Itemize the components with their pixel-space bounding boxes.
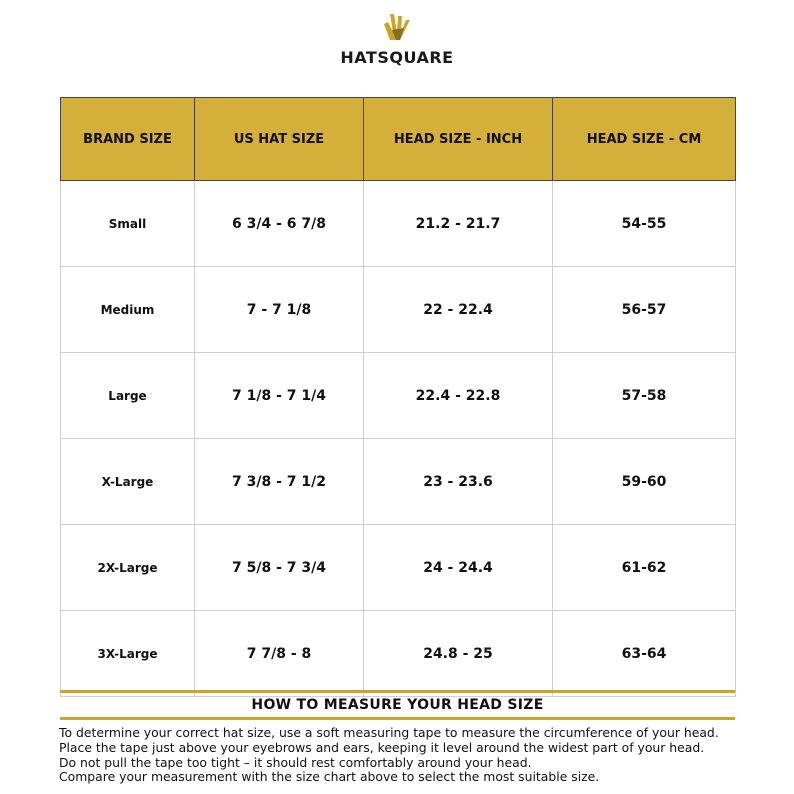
table-row	[61, 439, 736, 525]
table-row	[61, 611, 736, 697]
divider-bottom	[60, 717, 735, 720]
header-head-size-inch: HEAD SIZE - INCH	[364, 98, 553, 181]
header-brand-size: BRAND SIZE	[61, 98, 195, 181]
header-head-size-cm: HEAD SIZE - CM	[553, 98, 736, 181]
hand-logo-icon	[380, 10, 414, 44]
cell-brand-size: Large	[61, 353, 195, 439]
cell-us-hat-size: 7 1/8 - 7 1/4	[195, 353, 364, 439]
table-header-row	[61, 98, 736, 181]
cell-head-size-inch: 24 - 24.4	[364, 525, 553, 611]
cell-head-size-cm: 59-60	[553, 439, 736, 525]
cell-head-size-inch: 22.4 - 22.8	[364, 353, 553, 439]
cell-head-size-cm: 63-64	[553, 611, 736, 697]
cell-head-size-cm: 56-57	[553, 267, 736, 353]
cell-head-size-cm: 54-55	[553, 181, 736, 267]
header-us-hat-size: US HAT SIZE	[195, 98, 364, 181]
measure-section-title: HOW TO MEASURE YOUR HEAD SIZE	[251, 697, 544, 713]
cell-brand-size: X-Large	[61, 439, 195, 525]
cell-us-hat-size: 7 5/8 - 7 3/4	[195, 525, 364, 611]
table-row	[61, 267, 736, 353]
divider-top	[60, 690, 735, 693]
instruction-line: Do not pull the tape too tight – it should rest comfortably around your head.	[59, 754, 532, 770]
cell-head-size-cm: 61-62	[553, 525, 736, 611]
cell-brand-size: 3X-Large	[61, 611, 195, 697]
size-chart-table	[60, 97, 736, 697]
measure-instructions	[59, 726, 779, 785]
brand-name: HATSQUARE	[340, 48, 454, 67]
cell-head-size-inch: 24.8 - 25	[364, 611, 553, 697]
instruction-line: Compare your measurement with the size chart above to select the most suitable size.	[59, 769, 600, 785]
cell-us-hat-size: 7 3/8 - 7 1/2	[195, 439, 364, 525]
cell-brand-size: Small	[61, 181, 195, 267]
cell-us-hat-size: 7 - 7 1/8	[195, 267, 364, 353]
cell-head-size-inch: 22 - 22.4	[364, 267, 553, 353]
instruction-line: To determine your correct hat size, use a soft measuring tape to measure the circumference of your head.	[59, 725, 719, 740]
cell-us-hat-size: 6 3/4 - 6 7/8	[195, 181, 364, 267]
instruction-line: Place the tape just above your eyebrows and ears, keeping it level around the widest part of your head.	[59, 739, 705, 755]
cell-head-size-cm: 57-58	[553, 353, 736, 439]
cell-brand-size: Medium	[61, 267, 195, 353]
table-row	[61, 353, 736, 439]
cell-head-size-inch: 21.2 - 21.7	[364, 181, 553, 267]
cell-us-hat-size: 7 7/8 - 8	[195, 611, 364, 697]
table-row	[61, 181, 736, 267]
brand-logo	[0, 10, 794, 67]
table-row	[61, 525, 736, 611]
cell-head-size-inch: 23 - 23.6	[364, 439, 553, 525]
cell-brand-size: 2X-Large	[61, 525, 195, 611]
